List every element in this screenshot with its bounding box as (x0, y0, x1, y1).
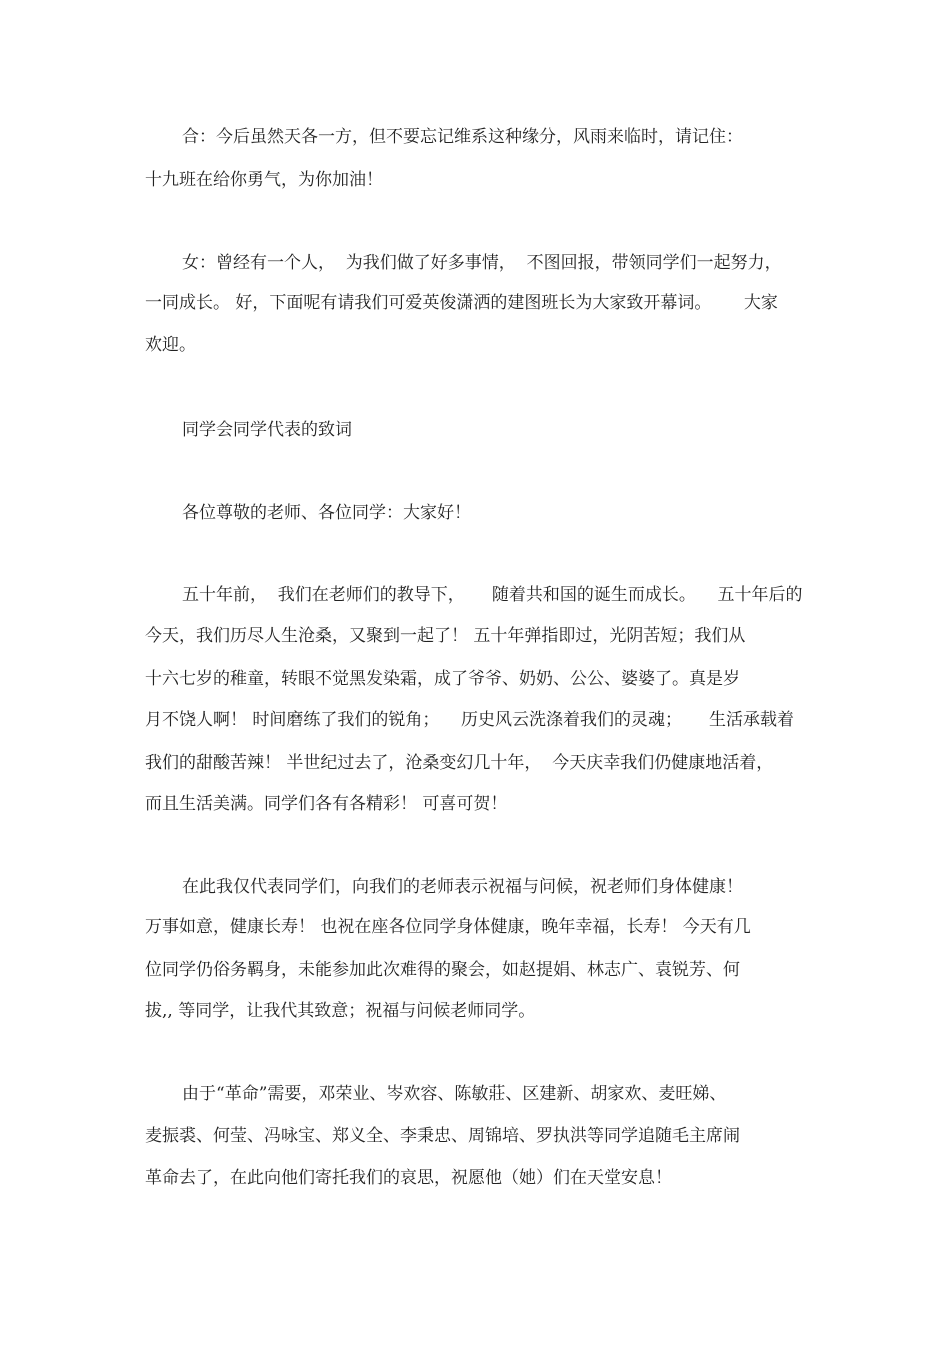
section-heading: 同学会同学代表的致词 (182, 420, 352, 440)
paragraph-5-line-6: 而且生活美满。同学们各有各精彩！ 可喜可贺！ (145, 794, 508, 814)
paragraph-6-line-4: 拔,, 等同学，让我代其致意；祝福与问候老师同学。 (145, 1001, 536, 1021)
paragraph-2-line-2: 一同成长。 好，下面呢有请我们可爱英俊潇洒的建图班长为大家致开幕词。 大家 (145, 293, 778, 313)
paragraph-1-line-1: 合：今后虽然天各一方，但不要忘记维系这种缘分，风雨来临时，请记住： (182, 127, 743, 147)
paragraph-6-line-2: 万事如意，健康长寿！ 也祝在座各位同学身体健康，晚年幸福，长寿！ 今天有几 (145, 917, 751, 937)
paragraph-5-line-5: 我们的甜酸苦辣！ 半世纪过去了，沧桑变幻几十年， 今天庆幸我们仍健康地活着， (145, 753, 774, 773)
paragraph-7-line-2: 麦振裘、何莹、冯咏宝、郑义全、李秉忠、周锦培、罗执洪等同学追随毛主席闹 (145, 1126, 740, 1146)
paragraph-5-line-1: 五十年前， 我们在老师们的教导下， 随着共和国的诞生而成长。 五十年后的 (182, 585, 803, 605)
paragraph-6-line-1: 在此我仅代表同学们，向我们的老师表示祝福与问候，祝老师们身体健康！ (182, 877, 743, 897)
paragraph-2-line-1: 女：曾经有一个人， 为我们做了好多事情， 不图回报，带领同学们一起努力， (182, 253, 782, 273)
paragraph-1-line-2: 十九班在给你勇气，为你加油！ (145, 170, 383, 190)
paragraph-2-line-3: 欢迎。 (145, 335, 196, 355)
paragraph-7-line-3: 革命去了，在此向他们寄托我们的哀思，祝愿他（她）们在天堂安息！ (145, 1168, 672, 1188)
paragraph-6-line-3: 位同学仍俗务羁身，未能参加此次难得的聚会，如赵提娟、林志广、袁锐芳、何 (145, 960, 740, 980)
paragraph-5-line-4: 月不饶人啊！ 时间磨练了我们的锐角； 历史风云洗涤着我们的灵魂； 生活承载着 (145, 710, 795, 730)
paragraph-5-line-3: 十六七岁的稚童，转眼不觉黑发染霜，成了爷爷、奶奶、公公、婆婆了。真是岁 (145, 669, 740, 689)
paragraph-7-line-1: 由于“革命”需要，邓荣业、岑欢容、陈敏莊、区建新、胡家欢、麦旺娣、 (182, 1084, 727, 1104)
greeting-line: 各位尊敬的老师、各位同学：大家好！ (182, 503, 471, 523)
paragraph-5-line-2: 今天，我们历尽人生沧桑，又聚到一起了！ 五十年弹指即过，光阴苦短；我们从 (145, 626, 746, 646)
